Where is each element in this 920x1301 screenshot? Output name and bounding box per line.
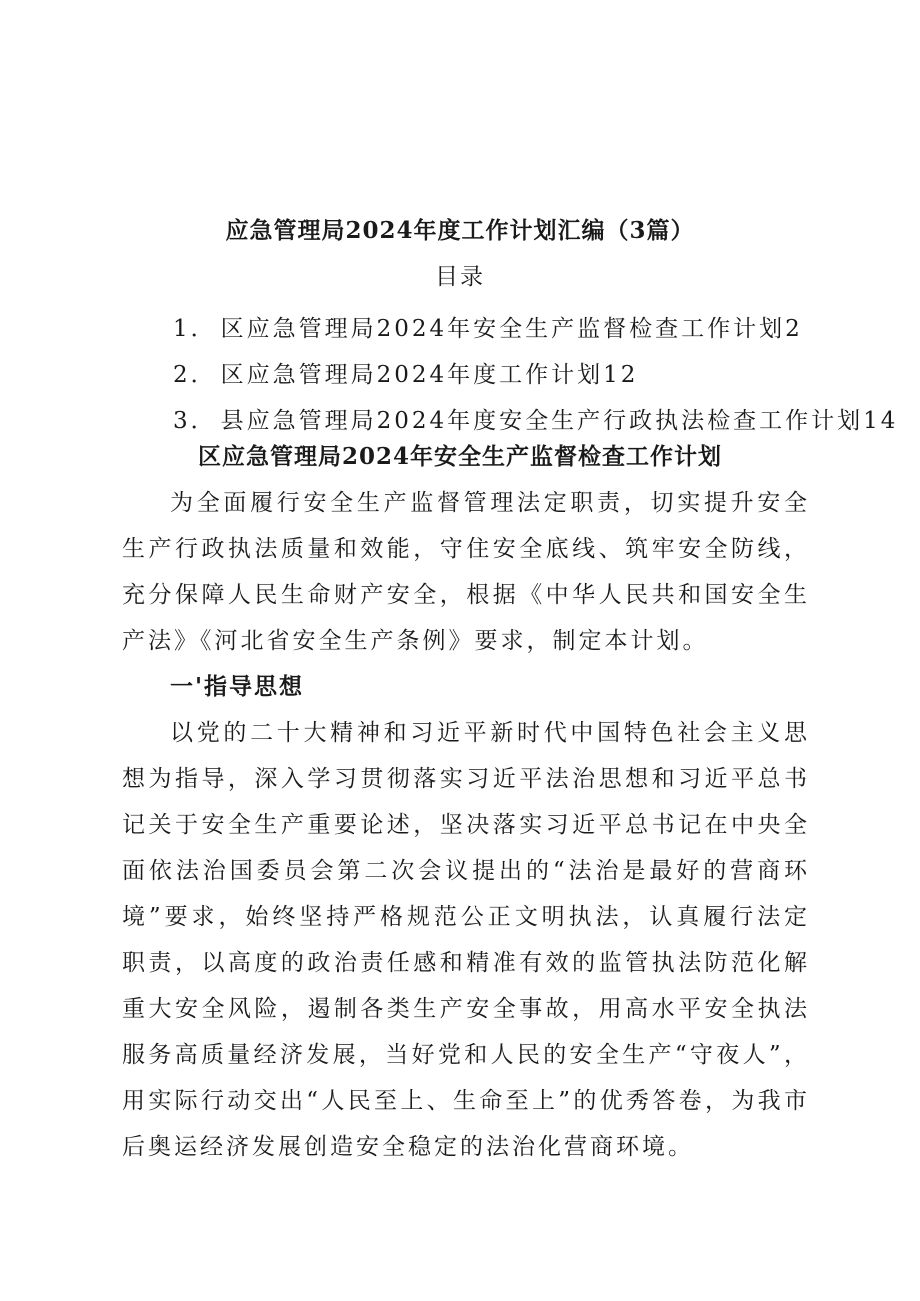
- table-of-contents: [173, 306, 898, 444]
- subsection-heading: 一'指导思想: [170, 673, 305, 700]
- toc-item-number: 1．: [173, 316, 217, 342]
- toc-heading: 目录: [435, 264, 485, 290]
- toc-item[interactable]: [173, 306, 898, 352]
- intro-paragraph: 为全面履行安全生产监督管理法定职责，切实提升安全生产行政执法质量和效能，守住安全底线、筑牢安全防线，充分保障人民生命财产安全，根据《中华人民共和国安全生产法》《河北省安全生产条例》要求，制定本计划。: [122, 490, 810, 654]
- document-title: 应急管理局2024年度工作计划汇编（3篇）: [225, 217, 695, 244]
- toc-item-text: 县应急管理局2024年度安全生产行政执法检查工作计划14: [220, 408, 899, 434]
- toc-item[interactable]: [173, 352, 898, 398]
- guiding-paragraph: 以党的二十大精神和习近平新时代中国特色社会主义思想为指导，深入学习贯彻落实习近平法治思想和习近平总书记关于安全生产重要论述，坚决落实习近平总书记在中央全面依法治国委员会第二次会议提出的“法治是最好的营商环境”要求，始终坚持严格规范公正文明执法，认真履行法定职责，以高度的政治责任感和精准有效的监管执法防范化解重大安全风险，遏制各类生产安全事故，用高水平安全执法服务高质量经济发展，当好党和人民的安全生产“守夜人”，用实际行动交出“人民至上、生命至上”的优秀答卷，为我市后奥运经济发展创造安全稳定的法治化营商环境。: [122, 720, 810, 1160]
- section-title: 区应急管理局2024年安全生产监督检查工作计划: [197, 443, 722, 470]
- toc-item-number: 2．: [173, 362, 217, 388]
- toc-item-text: 区应急管理局2024年安全生产监督检查工作计划2: [220, 316, 803, 342]
- toc-item-number: 3．: [173, 408, 217, 434]
- toc-item-text: 区应急管理局2024年度工作计划12: [220, 362, 639, 388]
